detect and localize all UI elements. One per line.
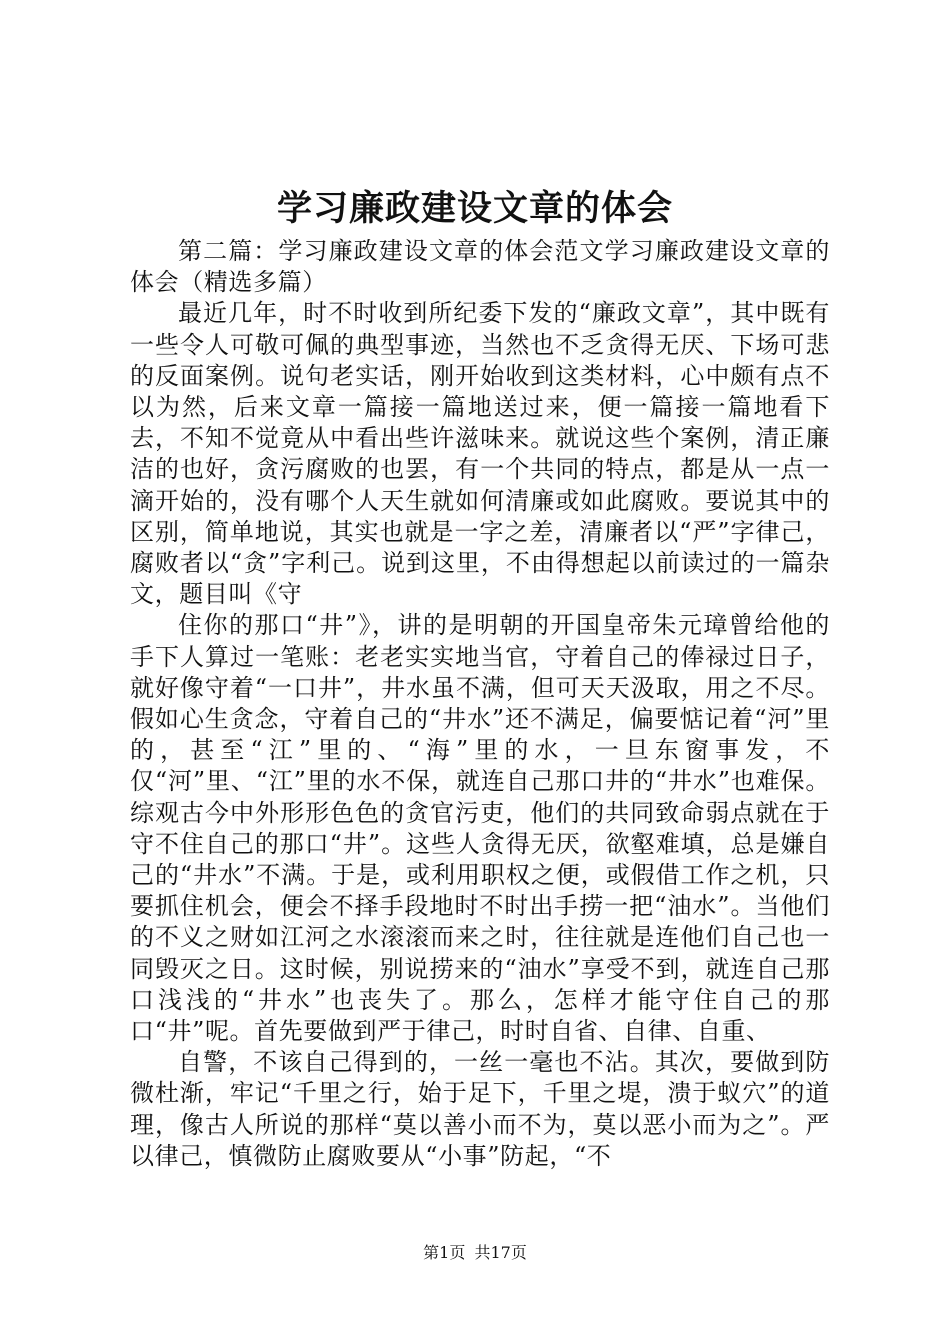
paragraph-1: 第二篇：学习廉政建设文章的体会范文学习廉政建设文章的体会（精选多篇） — [130, 237, 830, 297]
page-number: 第1页 — [423, 1243, 466, 1262]
page-total: 共17页 — [474, 1243, 527, 1262]
document-title: 学习廉政建设文章的体会 — [276, 188, 673, 229]
paragraph-3: 住你的那口“井”》，讲的是明朝的开国皇帝朱元璋曾给他的手下人算过一笔账：老老实实地当官，守着自己的俸禄过日子，就好像守着“一口井”，井水虽不满，但可天天汲取，用之不尽。假如心生贪念，守着自己的“井水”还不满足，偏要惦记着“河”里的，甚至“江”里的、“海”里的水，一旦东窗事发，不仅“河”里、“江”里的水不保，就连自己那口井的“井水”也难保。综观古今中外形形色色的贪官污吏，他们的共同致命弱点就在于守不住自己的那口“井”。这些人贪得无厌，欲壑难填，总是嫌自己的“井水”不满。于是，或利用职权之便，或假借工作之机，只要抓住机会，便会不择手段地时不时出手捞一把“油水”。当他们的不义之财如江河之水滚滚而来之时，往往就是连他们自己也一同毁灭之日。这时候，别说捞来的“油水”享受不到，就连自己那口浅浅的“井水”也丧失了。那么，怎样才能守住自己的那口“井”呢。首先要做到严于律己，时时自省、自律、自重、 — [130, 611, 830, 1046]
paragraph-4: 自警，不该自己得到的，一丝一毫也不沾。其次，要做到防微杜渐，牢记“千里之行，始于足下，千里之堤，溃于蚁穴”的道理，像古人所说的那样“莫以善小而不为，莫以恶小而为之”。严以律己，慎微防止腐败要从“小事”防起，“不 — [130, 1048, 830, 1170]
paragraph-2: 最近几年，时不时收到所纪委下发的“廉政文章”，其中既有一些令人可敬可佩的典型事迹，当然也不乏贪得无厌、下场可悲的反面案例。说句老实话，刚开始收到这类材料，心中颇有点不以为然，后来文章一篇接一篇地送过来，便一篇接一篇地看下去，不知不觉竟从中看出些许滋味来。就说这些个案例，清正廉洁的也好，贪污腐败的也罢，有一个共同的特点，都是从一点一滴开始的，没有哪个人天生就如何清廉或如此腐败。要说其中的区别，简单地说，其实也就是一字之差，清廉者以“严”字律己，腐败者以“贪”字利己。说到这里，不由得想起以前读过的一篇杂文，题目叫《守 — [130, 299, 830, 609]
page-footer — [0, 1243, 950, 1263]
document-body — [130, 236, 830, 1172]
